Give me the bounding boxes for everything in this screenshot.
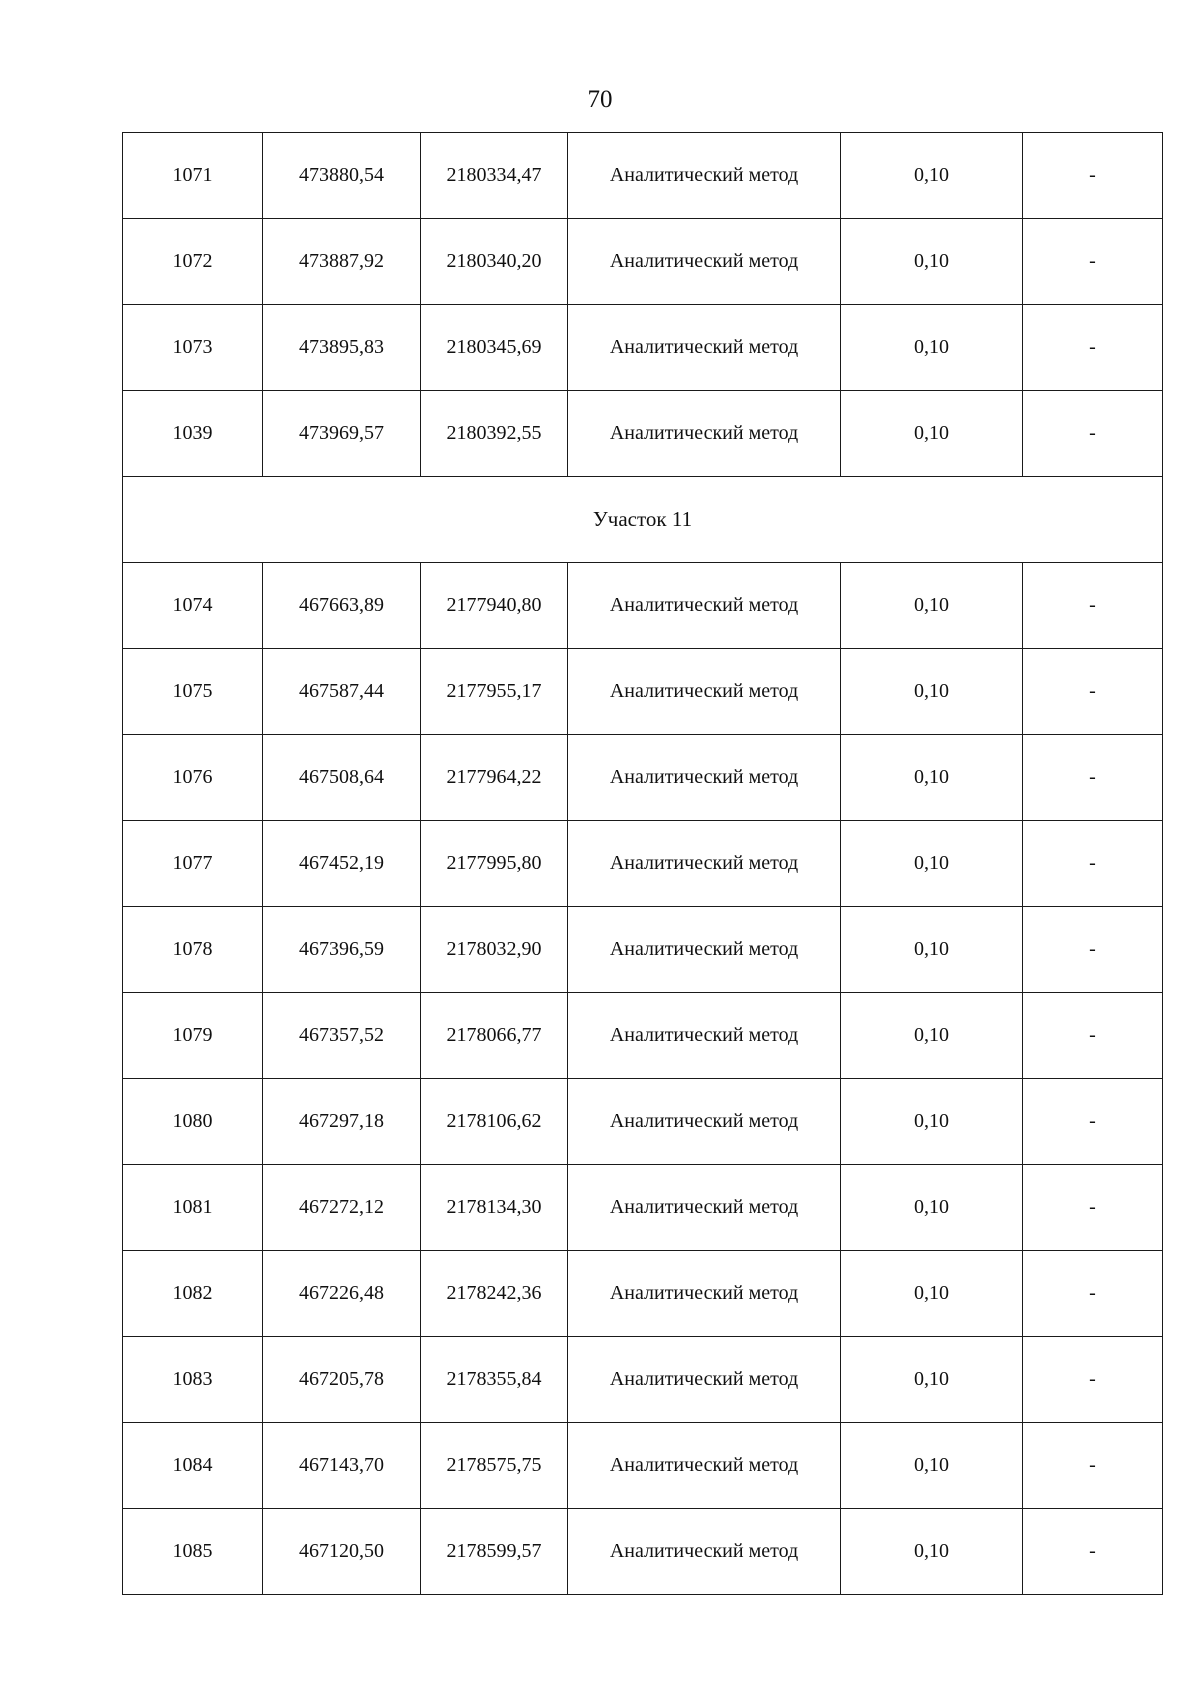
note-cell: - (1023, 219, 1163, 305)
coord-y-cell: 2177964,22 (421, 735, 568, 821)
note-cell: - (1023, 1251, 1163, 1337)
accuracy-cell: 0,10 (841, 735, 1023, 821)
coord-y-cell: 2178134,30 (421, 1165, 568, 1251)
page-number: 70 (587, 86, 613, 113)
table-row (123, 563, 1163, 649)
table-row (123, 1251, 1163, 1337)
method-cell: Аналитический метод (568, 649, 841, 735)
note-cell: - (1023, 1423, 1163, 1509)
coord-x-cell: 467272,12 (263, 1165, 421, 1251)
coord-y-cell: 2178242,36 (421, 1251, 568, 1337)
accuracy-cell: 0,10 (841, 1337, 1023, 1423)
note-cell: - (1023, 1509, 1163, 1595)
point-number-cell: 1080 (123, 1079, 263, 1165)
coord-y-cell: 2180340,20 (421, 219, 568, 305)
coord-y-cell: 2178106,62 (421, 1079, 568, 1165)
method-cell: Аналитический метод (568, 1079, 841, 1165)
point-number-cell: 1083 (123, 1337, 263, 1423)
method-cell: Аналитический метод (568, 563, 841, 649)
accuracy-cell: 0,10 (841, 1423, 1023, 1509)
method-cell: Аналитический метод (568, 1509, 841, 1595)
coord-y-cell: 2177940,80 (421, 563, 568, 649)
point-number-cell: 1073 (123, 305, 263, 391)
point-number-cell: 1085 (123, 1509, 263, 1595)
point-number-cell: 1081 (123, 1165, 263, 1251)
coord-x-cell: 473969,57 (263, 391, 421, 477)
coordinates-table (122, 132, 1163, 1595)
accuracy-cell: 0,10 (841, 907, 1023, 993)
coord-y-cell: 2178032,90 (421, 907, 568, 993)
coord-x-cell: 467297,18 (263, 1079, 421, 1165)
point-number-cell: 1076 (123, 735, 263, 821)
method-cell: Аналитический метод (568, 305, 841, 391)
table-body-top (123, 133, 1163, 477)
coord-x-cell: 467508,64 (263, 735, 421, 821)
accuracy-cell: 0,10 (841, 993, 1023, 1079)
point-number-cell: 1082 (123, 1251, 263, 1337)
coord-x-cell: 467143,70 (263, 1423, 421, 1509)
table-row (123, 821, 1163, 907)
coord-y-cell: 2180334,47 (421, 133, 568, 219)
table-row (123, 1423, 1163, 1509)
accuracy-cell: 0,10 (841, 1165, 1023, 1251)
coord-x-cell: 467587,44 (263, 649, 421, 735)
method-cell: Аналитический метод (568, 735, 841, 821)
point-number-cell: 1071 (123, 133, 263, 219)
note-cell: - (1023, 735, 1163, 821)
point-number-cell: 1039 (123, 391, 263, 477)
coord-y-cell: 2178599,57 (421, 1509, 568, 1595)
accuracy-cell: 0,10 (841, 1079, 1023, 1165)
accuracy-cell: 0,10 (841, 563, 1023, 649)
method-cell: Аналитический метод (568, 219, 841, 305)
point-number-cell: 1078 (123, 907, 263, 993)
coord-y-cell: 2180392,55 (421, 391, 568, 477)
note-cell: - (1023, 391, 1163, 477)
coord-x-cell: 467357,52 (263, 993, 421, 1079)
coord-x-cell: 467205,78 (263, 1337, 421, 1423)
coord-y-cell: 2180345,69 (421, 305, 568, 391)
coord-x-cell: 473880,54 (263, 133, 421, 219)
accuracy-cell: 0,10 (841, 649, 1023, 735)
coord-x-cell: 473887,92 (263, 219, 421, 305)
point-number-cell: 1079 (123, 993, 263, 1079)
note-cell: - (1023, 305, 1163, 391)
point-number-cell: 1072 (123, 219, 263, 305)
coord-x-cell: 467663,89 (263, 563, 421, 649)
table-row (123, 219, 1163, 305)
table-row (123, 1337, 1163, 1423)
table-row (123, 1079, 1163, 1165)
table-row (123, 133, 1163, 219)
method-cell: Аналитический метод (568, 391, 841, 477)
point-number-cell: 1075 (123, 649, 263, 735)
coord-x-cell: 467396,59 (263, 907, 421, 993)
note-cell: - (1023, 907, 1163, 993)
accuracy-cell: 0,10 (841, 133, 1023, 219)
note-cell: - (1023, 649, 1163, 735)
coord-x-cell: 473895,83 (263, 305, 421, 391)
coord-x-cell: 467120,50 (263, 1509, 421, 1595)
note-cell: - (1023, 1337, 1163, 1423)
coord-y-cell: 2178355,84 (421, 1337, 568, 1423)
table-section (123, 477, 1163, 563)
table-row (123, 1509, 1163, 1595)
table-row (123, 1165, 1163, 1251)
method-cell: Аналитический метод (568, 1423, 841, 1509)
point-number-cell: 1077 (123, 821, 263, 907)
method-cell: Аналитический метод (568, 993, 841, 1079)
method-cell: Аналитический метод (568, 821, 841, 907)
point-number-cell: 1074 (123, 563, 263, 649)
section-row (123, 477, 1163, 563)
accuracy-cell: 0,10 (841, 391, 1023, 477)
method-cell: Аналитический метод (568, 133, 841, 219)
coord-y-cell: 2178066,77 (421, 993, 568, 1079)
method-cell: Аналитический метод (568, 1165, 841, 1251)
note-cell: - (1023, 993, 1163, 1079)
table-row (123, 649, 1163, 735)
accuracy-cell: 0,10 (841, 1509, 1023, 1595)
point-number-cell: 1084 (123, 1423, 263, 1509)
note-cell: - (1023, 821, 1163, 907)
accuracy-cell: 0,10 (841, 1251, 1023, 1337)
accuracy-cell: 0,10 (841, 219, 1023, 305)
section-title: Участок 11 (123, 477, 1163, 563)
coord-x-cell: 467226,48 (263, 1251, 421, 1337)
coord-y-cell: 2177995,80 (421, 821, 568, 907)
table-row (123, 993, 1163, 1079)
table-row (123, 735, 1163, 821)
table-row (123, 305, 1163, 391)
accuracy-cell: 0,10 (841, 305, 1023, 391)
table-body-bottom (123, 563, 1163, 1595)
table-row (123, 907, 1163, 993)
coord-y-cell: 2177955,17 (421, 649, 568, 735)
coord-x-cell: 467452,19 (263, 821, 421, 907)
method-cell: Аналитический метод (568, 1251, 841, 1337)
method-cell: Аналитический метод (568, 1337, 841, 1423)
accuracy-cell: 0,10 (841, 821, 1023, 907)
note-cell: - (1023, 1165, 1163, 1251)
coord-y-cell: 2178575,75 (421, 1423, 568, 1509)
note-cell: - (1023, 1079, 1163, 1165)
note-cell: - (1023, 563, 1163, 649)
table-row (123, 391, 1163, 477)
note-cell: - (1023, 133, 1163, 219)
method-cell: Аналитический метод (568, 907, 841, 993)
